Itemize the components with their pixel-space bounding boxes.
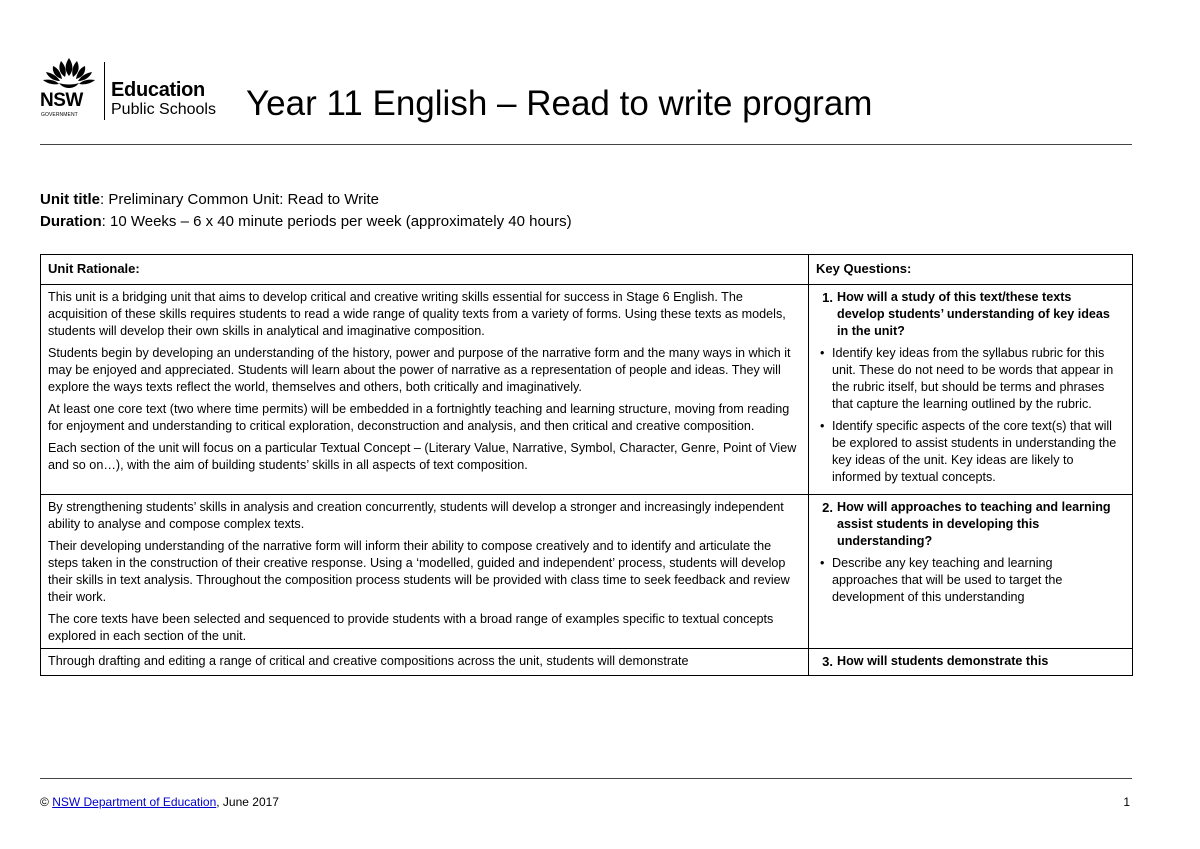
- questions-header: Key Questions:: [809, 255, 1133, 285]
- question-cell: [809, 649, 1133, 676]
- question-bullets: [816, 555, 1126, 606]
- duration-label: Duration: [40, 213, 102, 230]
- rationale-paragraph: This unit is a bridging unit that aims to develop critical and creative writing skills essential for success in Stage 6 English. The acquisition of these skills requires students to read a wide range of quality texts from a variety of forms. Using these texts as models, students will develop their own skills in analytical and imaginative composition.: [48, 290, 786, 338]
- duration-line: [40, 211, 572, 233]
- rationale-header: Unit Rationale:: [41, 255, 809, 285]
- footer-date: , June 2017: [216, 795, 279, 809]
- header-divider: [40, 144, 1132, 145]
- duration-value: : 10 Weeks – 6 x 40 minute periods per week (approximately 40 hours): [101, 213, 572, 230]
- key-question: [816, 289, 1126, 340]
- rationale-cell: [41, 495, 809, 649]
- list-item: [816, 418, 1126, 486]
- question-bullets: [816, 345, 1126, 486]
- page-number: 1: [1123, 795, 1130, 809]
- list-item: [816, 345, 1126, 413]
- table-row: [41, 495, 1133, 649]
- page-title: Year 11 English – Read to write program: [246, 84, 873, 123]
- question-text: How will approaches to teaching and learning assist students in developing this understanding?: [837, 500, 1111, 548]
- table-header-row: [41, 255, 1133, 285]
- unit-title-value: : Preliminary Common Unit: Read to Write: [100, 191, 379, 208]
- key-question: [816, 499, 1126, 550]
- question-text: How will students demonstrate this: [837, 654, 1049, 668]
- page-header: [40, 56, 1132, 126]
- question-number: 1.: [822, 290, 833, 305]
- rationale-paragraph: Students begin by developing an understanding of the history, power and purpose of the narrative form and the many ways in which it may be enjoyed and appreciated. Students will learn about the power of narrative as a representation of people and ideas. They will explore the ways texts reflect the world, themselves and others, both critically and imaginatively.: [48, 346, 791, 394]
- logo-education-text: Education: [111, 79, 205, 101]
- question-text: How will a study of this text/these texts develop students’ understanding of key ideas in the unit?: [837, 290, 1110, 338]
- nsw-department-link[interactable]: NSW Department of Education: [52, 795, 217, 809]
- list-item: [816, 555, 1126, 606]
- bullet-text: Identify specific aspects of the core text(s) that will be explored to assist students in understanding the key ideas of the unit. Key ideas are likely to informed by textual concepts.: [832, 419, 1117, 484]
- logo-divider: [104, 62, 105, 120]
- rationale-paragraph: By strengthening students’ skills in analysis and creation concurrently, students will develop a stronger and increasingly independent ability to analyse and compose complex texts.: [48, 500, 784, 531]
- rationale-paragraph: Each section of the unit will focus on a particular Textual Concept – (Literary Value, Narrative, Symbol, Character, Genre, Point of View and so on…), with the aim of building students’ skills in all aspects of text composition.: [48, 441, 797, 472]
- bullet-icon: •: [820, 346, 825, 360]
- logo-public-schools-text: Public Schools: [111, 101, 216, 118]
- waratah-icon: [40, 56, 98, 90]
- unit-title-line: [40, 189, 572, 211]
- key-question: [816, 653, 1126, 670]
- question-cell: [809, 285, 1133, 495]
- rationale-paragraph: Through drafting and editing a range of critical and creative compositions across the unit, students will demonstrate: [48, 654, 689, 668]
- rationale-paragraph: The core texts have been selected and sequenced to provide students with a broad range of examples specific to textual concepts explored in each section of the unit.: [48, 612, 774, 643]
- unit-meta: [40, 189, 572, 233]
- table-row: [41, 285, 1133, 495]
- rationale-table: [40, 254, 1133, 676]
- bullet-icon: •: [820, 419, 825, 433]
- page-footer: [40, 794, 1132, 810]
- rationale-cell: [41, 649, 809, 676]
- copyright-symbol: ©: [40, 795, 53, 809]
- bullet-text: Identify key ideas from the syllabus rubric for this unit. These do not need to be words that appear in the rubric itself, but should be terms and phrases that capture the learning outlined by the rubric.: [832, 346, 1114, 411]
- unit-title-label: Unit title: [40, 191, 100, 208]
- rationale-cell: [41, 285, 809, 495]
- question-cell: [809, 495, 1133, 649]
- rationale-paragraph: Their developing understanding of the narrative form will inform their ability to compose creatively and to identify and articulate the steps taken in the construction of their creative response. Using a ‘modelled, guided and independent’ process, students will develop their skills in text analysis. Throughout the composition process students will be provided with class time to seek feedback and review their work.: [48, 539, 790, 604]
- rationale-paragraph: At least one core text (two where time permits) will be embedded in a fortnightly teaching and learning structure, moving from reading for enjoyment and understanding to critical exploration, deconstruction and analysis, and then critical and creative composition.: [48, 402, 790, 433]
- nsw-education-logo: [40, 56, 240, 122]
- question-number: 2.: [822, 500, 833, 515]
- bullet-text: Describe any key teaching and learning approaches that will be used to target the development of this understanding: [832, 556, 1063, 604]
- table-row: [41, 649, 1133, 676]
- question-number: 3.: [822, 654, 833, 669]
- footer-divider: [40, 778, 1132, 779]
- logo-nsw-text: NSW: [40, 90, 83, 111]
- logo-government-text: GOVERNMENT: [41, 112, 78, 118]
- bullet-icon: •: [820, 556, 825, 570]
